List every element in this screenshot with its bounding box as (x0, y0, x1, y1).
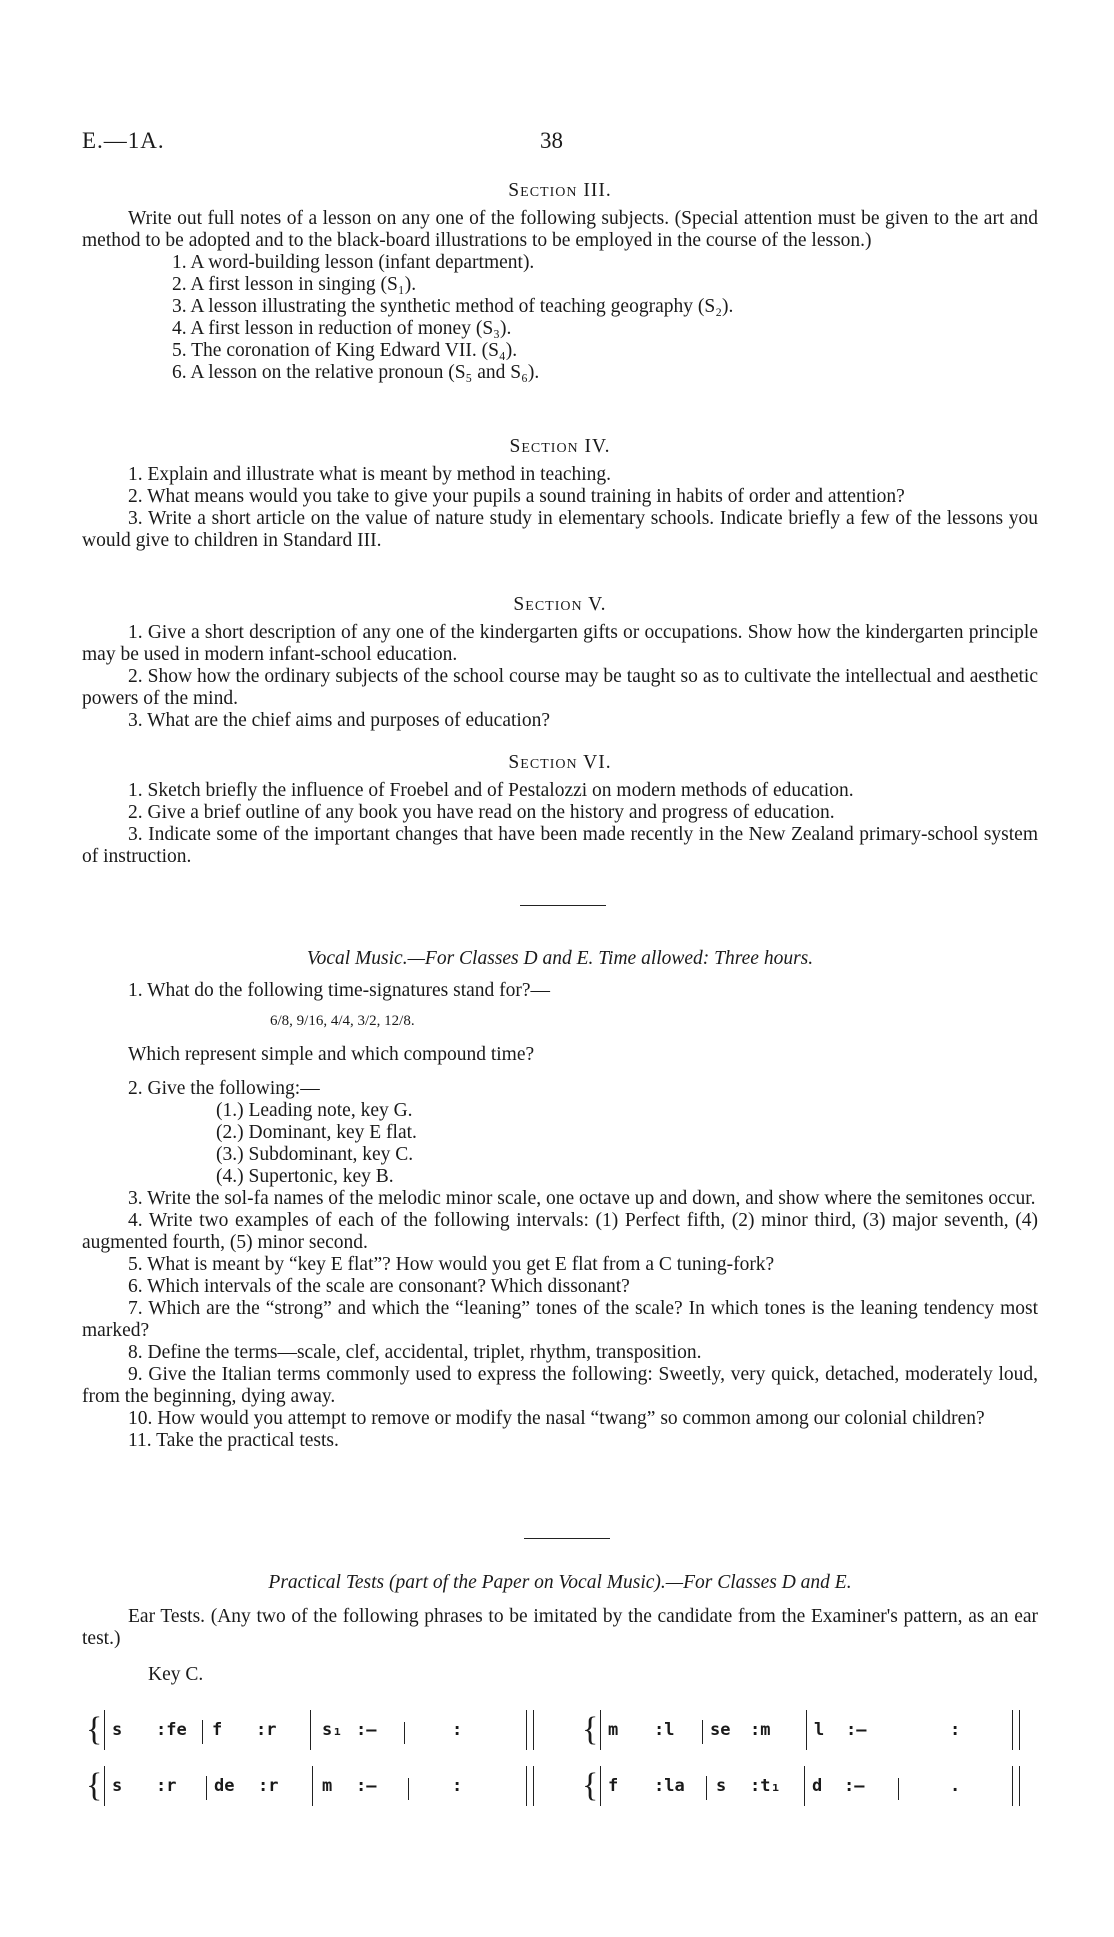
vocal-question: 6. Which intervals of the scale are consonant? Which dissonant? (128, 1276, 630, 1297)
vocal-music-paper (82, 948, 1038, 1452)
section-3-intro: Write out full notes of a lesson on any one of the following subjects. (Special attention must be given to the art and method to be adopted and to the black-board illustrations to be employed in the course of the lesson.) (82, 208, 1038, 251)
divider-rule (520, 905, 606, 906)
section-4-item: 2. What means would you take to give your pupils a sound training in habits of order and attention? (128, 486, 905, 507)
bar-line (804, 1766, 805, 1806)
brace-mark: { (86, 1767, 103, 1804)
solfa-note: f (212, 1720, 223, 1740)
bar-line (202, 1720, 203, 1744)
solfa-note: s₁ (322, 1720, 343, 1740)
brace-mark: { (582, 1767, 599, 1804)
solfa-note: :r (258, 1776, 279, 1796)
solfa-note: :r (256, 1720, 277, 1740)
solfa-note: s (112, 1776, 123, 1796)
solfa-note: . (950, 1776, 961, 1796)
section-3-item: 1. A word-building lesson (infant department). (172, 252, 535, 273)
practical-heading: Practical Tests (part of the Paper on Vocal Music).—For Classes D and E. (268, 1572, 852, 1593)
solfa-note: m (608, 1720, 619, 1740)
time-signatures: 6/8, 9/16, 4/4, 3/2, 12/8. (270, 1013, 415, 1029)
section-5-item: 1. Give a short description of any one of the kindergarten gifts or occupations. Show how the kindergarten principle may be used in modern infant-school education. (82, 622, 1038, 665)
section-5-item: 2. Show how the ordinary subjects of the school course may be taught so as to cultivate the intellectual and aesthetic powers of the mind. (82, 666, 1038, 709)
bar-line (408, 1778, 409, 1800)
section-5-title: Section V. (513, 594, 607, 615)
bar-line (806, 1710, 807, 1750)
solfa-note: se (710, 1720, 731, 1740)
solfa-note: : (950, 1720, 961, 1740)
section-6-item: 2. Give a brief outline of any book you have read on the history and progress of education. (128, 802, 835, 823)
vocal-subitem: (2.) Dominant, key E flat. (216, 1122, 417, 1143)
vocal-question: 7. Which are the “strong” and which the “leaning” tones of the scale? In which tones is the leaning tendency most marked? (82, 1298, 1038, 1341)
section-3-item: 3. A lesson illustrating the synthetic method of teaching geography (S₂). (172, 296, 734, 317)
solfa-note: :fe (156, 1720, 187, 1740)
section-3-item: 5. The coronation of King Edward VII. (S₄). (172, 340, 518, 361)
bar-line (312, 1766, 313, 1806)
vocal-question: 11. Take the practical tests. (128, 1430, 339, 1451)
vocal-subitem: (3.) Subdominant, key C. (216, 1144, 414, 1165)
bar-line (404, 1722, 405, 1744)
solfa-note: m (322, 1776, 333, 1796)
section-4 (82, 436, 1038, 552)
section-4-item: 1. Explain and illustrate what is meant by method in teaching. (128, 464, 612, 485)
bar-line (600, 1710, 601, 1750)
vocal-question: Which represent simple and which compound time? (128, 1044, 535, 1065)
page-reference: E.—1A. (82, 128, 165, 153)
double-bar-line (526, 1766, 534, 1806)
brace-mark: { (582, 1711, 599, 1748)
solfa-note: d (812, 1776, 823, 1796)
section-4-title: Section IV. (509, 436, 611, 457)
page-number: 38 (540, 128, 563, 153)
solfa-note: :l (654, 1720, 675, 1740)
solfa-note: :t₁ (750, 1776, 781, 1796)
solfa-note: s (716, 1776, 727, 1796)
section-5 (82, 594, 1038, 732)
solfa-phrase (82, 1766, 542, 1810)
double-bar-line (1012, 1710, 1020, 1750)
section-3-title: Section III. (508, 180, 612, 201)
solfa-note: l (814, 1720, 825, 1740)
double-bar-line (526, 1710, 534, 1750)
vocal-question: 3. Write the sol-fa names of the melodic minor scale, one octave up and down, and show where the semitones occur. (128, 1188, 1036, 1209)
solfa-note: :— (844, 1776, 865, 1796)
solfa-note: :— (356, 1776, 377, 1796)
vocal-subitem: (1.) Leading note, key G. (216, 1100, 413, 1121)
bar-line (600, 1766, 601, 1806)
solfa-note: de (214, 1776, 235, 1796)
bar-line (706, 1776, 707, 1800)
brace-mark: { (86, 1711, 103, 1748)
bar-line (310, 1710, 311, 1750)
solfa-row-2 (82, 1766, 1038, 1810)
bar-line (702, 1720, 703, 1744)
solfa-note: :r (156, 1776, 177, 1796)
section-3-item: 6. A lesson on the relative pronoun (S₅ and S₆). (172, 362, 540, 383)
solfa-phrase (582, 1710, 1038, 1754)
vocal-question: 1. What do the following time-signatures stand for?— (128, 980, 551, 1001)
vocal-question: 9. Give the Italian terms commonly used to express the following: Sweetly, very quick, detached, moderately loud, from the beginning, dying away. (82, 1364, 1038, 1407)
solfa-note: :m (750, 1720, 771, 1740)
section-3 (82, 180, 1038, 384)
vocal-question: 4. Write two examples of each of the following intervals: (1) Perfect fifth, (2) minor third, (3) major seventh, (4) augmented fourth, (5) minor second. (82, 1210, 1038, 1253)
divider-rule (524, 1538, 610, 1539)
vocal-question: 2. Give the following:— (128, 1078, 320, 1099)
solfa-phrase (82, 1710, 542, 1754)
solfa-phrase (582, 1766, 1038, 1810)
practical-tests (82, 1572, 1038, 1686)
section-4-item: 3. Write a short article on the value of nature study in elementary schools. Indicate briefly a few of the lessons you would give to children in Standard III. (82, 508, 1038, 551)
solfa-note: f (608, 1776, 619, 1796)
vocal-subitem: (4.) Supertonic, key B. (216, 1166, 394, 1187)
solfa-row-1 (82, 1710, 1038, 1754)
solfa-note: : (452, 1776, 463, 1796)
section-6-item: 3. Indicate some of the important changes that have been made recently in the New Zealand primary-school system of instruction. (82, 824, 1038, 867)
vocal-question: 5. What is meant by “key E flat”? How would you get E flat from a C tuning-fork? (128, 1254, 775, 1275)
vocal-question: 8. Define the terms—scale, clef, accidental, triplet, rhythm, transposition. (128, 1342, 702, 1363)
key-label: Key C. (148, 1664, 204, 1685)
section-5-item: 3. What are the chief aims and purposes of education? (128, 710, 550, 731)
bar-line (206, 1776, 207, 1800)
section-6 (82, 752, 1038, 868)
section-6-title: Section VI. (508, 752, 612, 773)
section-3-item: 2. A first lesson in singing (S₁). (172, 274, 417, 295)
double-bar-line (1012, 1766, 1020, 1806)
solfa-note: s (112, 1720, 123, 1740)
vocal-question: 10. How would you attempt to remove or modify the nasal “twang” so common among our colonial children? (128, 1408, 985, 1429)
bar-line (104, 1710, 105, 1750)
solfa-note: :— (846, 1720, 867, 1740)
ear-tests-instructions: Ear Tests. (Any two of the following phrases to be imitated by the candidate from the Examiner's pattern, as an ear test.) (82, 1606, 1038, 1649)
solfa-note: : (452, 1720, 463, 1740)
section-6-item: 1. Sketch briefly the influence of Froebel and of Pestalozzi on modern methods of education. (128, 780, 854, 801)
section-3-item: 4. A first lesson in reduction of money (S₃). (172, 318, 512, 339)
solfa-note: :la (654, 1776, 685, 1796)
solfa-note: :— (356, 1720, 377, 1740)
vocal-music-heading: Vocal Music.—For Classes D and E. Time allowed: Three hours. (306, 948, 814, 969)
bar-line (898, 1778, 899, 1800)
bar-line (104, 1766, 105, 1806)
